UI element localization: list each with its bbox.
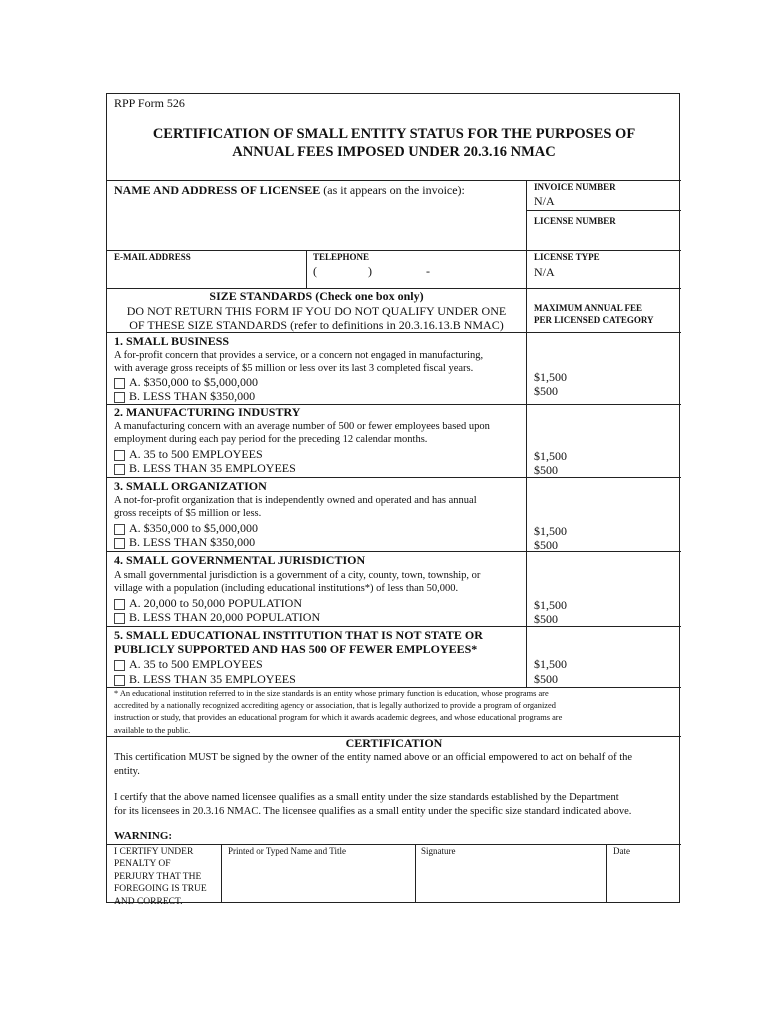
- option-label: A. 35 to 500 EMPLOYEES: [129, 657, 263, 671]
- option-governmental-jurisdiction-b[interactable]: [114, 610, 320, 624]
- desc-line: A manufacturing concern with an average number of 500 or fewer employees based upon: [114, 421, 490, 432]
- category-desc-governmental-jurisdiction: [114, 569, 480, 595]
- fee-a: $1,500: [534, 598, 567, 612]
- option-label: A. $350,000 to $5,000,000: [129, 375, 258, 389]
- option-small-business-b[interactable]: [114, 389, 255, 403]
- invoice-number-label: INVOICE NUMBER: [534, 182, 616, 192]
- fee-small-business: [534, 370, 567, 398]
- signature-field[interactable]: [419, 860, 602, 900]
- certification-statement: [114, 791, 631, 819]
- perjury-statement: [114, 846, 207, 908]
- instruction-line: entity.: [114, 766, 140, 777]
- footnote-line: available to the public.: [114, 725, 191, 735]
- max-fee-header: [534, 302, 654, 326]
- category-desc-manufacturing: [114, 420, 490, 446]
- invoice-number-field[interactable]: N/A: [534, 194, 555, 208]
- checkbox[interactable]: [114, 538, 125, 549]
- form-title-line-2: ANNUAL FEES IMPOSED UNDER 20.3.16 NMAC: [232, 144, 556, 160]
- checkbox[interactable]: [114, 450, 125, 461]
- divider: [221, 844, 222, 903]
- perjury-line: I CERTIFY UNDER: [114, 847, 194, 857]
- category-title-small-organization: 3. SMALL ORGANIZATION: [114, 479, 267, 493]
- fee-a: $1,500: [534, 657, 567, 671]
- checkbox[interactable]: [114, 392, 125, 403]
- footnote-line: instruction or study, that provides an educational program for which it awards academic degrees, and whose educational programs are: [114, 713, 563, 723]
- form-title-line-1: CERTIFICATION OF SMALL ENTITY STATUS FOR THE PURPOSES OF: [152, 126, 636, 142]
- printed-name-field[interactable]: [225, 860, 411, 900]
- perjury-line: PERJURY THAT THE: [114, 871, 202, 882]
- divider: [107, 477, 681, 478]
- license-type-field[interactable]: N/A: [534, 265, 555, 279]
- divider: [606, 844, 607, 903]
- option-label: B. LESS THAN $350,000: [129, 535, 256, 549]
- fee-a: $1,500: [534, 449, 567, 463]
- option-small-business-a[interactable]: [114, 375, 258, 389]
- desc-line: employment during each pay period for the preceding 12 calendar months.: [114, 434, 428, 445]
- divider: [306, 250, 307, 288]
- fee-b: $500: [534, 612, 558, 626]
- desc-line: A for-profit concern that provides a service, or a concern not engaged in manufacturing,: [114, 350, 484, 361]
- option-label: A. $350,000 to $5,000,000: [129, 521, 258, 535]
- telephone-paren-close: ): [368, 264, 372, 278]
- divider: [107, 551, 681, 552]
- checkbox[interactable]: [114, 675, 125, 686]
- footnote-line: accredited by a nationally recognized accrediting agency or association, that is legally authorized to provide a program of organized: [114, 701, 556, 711]
- option-label: B. LESS THAN 35 EMPLOYEES: [129, 672, 296, 686]
- desc-line: A not-for-profit organization that is independently owned and operated and has annual: [114, 495, 477, 506]
- checkbox[interactable]: [114, 524, 125, 535]
- option-small-organization-a[interactable]: [114, 521, 258, 535]
- fee-small-organization: [534, 524, 567, 552]
- divider: [526, 180, 527, 288]
- title-line: PUBLICLY SUPPORTED AND HAS 500 OF FEWER EMPLOYEES*: [114, 642, 478, 656]
- email-label: E-MAIL ADDRESS: [114, 252, 191, 262]
- option-manufacturing-b[interactable]: [114, 461, 296, 475]
- divider: [415, 844, 416, 903]
- category-desc-small-business: [114, 349, 483, 375]
- license-number-label: LICENSE NUMBER: [534, 216, 616, 226]
- warning-label: WARNING:: [114, 830, 173, 842]
- perjury-line: PENALTY OF: [114, 859, 171, 870]
- form-title: [107, 125, 681, 161]
- desc-line: A small governmental jurisdiction is a government of a city, county, town, township, or: [114, 570, 481, 581]
- fee-b: $500: [534, 672, 558, 686]
- statement-line: I certify that the above named licensee qualifies as a small entity under the size standards established by the Department: [114, 792, 619, 803]
- fee-educational-institution: [534, 657, 567, 687]
- divider: [107, 180, 681, 181]
- max-fee-header-line-1: MAXIMUM ANNUAL FEE: [534, 303, 642, 313]
- fee-b: $500: [534, 384, 558, 398]
- license-number-field[interactable]: [534, 228, 674, 248]
- option-educational-institution-b[interactable]: [114, 672, 296, 686]
- licensee-name-label: [114, 183, 465, 198]
- size-standards-header: [107, 289, 526, 333]
- divider: [526, 210, 681, 211]
- option-educational-institution-a[interactable]: [114, 657, 263, 671]
- desc-line: village with a population (including educational institutions*) of less than 50,000.: [114, 583, 459, 594]
- title-line: 5. SMALL EDUCATIONAL INSTITUTION THAT IS NOT STATE OR: [114, 628, 483, 642]
- email-field[interactable]: [114, 266, 304, 284]
- option-label: A. 20,000 to 50,000 POPULATION: [129, 596, 303, 610]
- fee-a: $1,500: [534, 370, 567, 384]
- checkbox[interactable]: [114, 378, 125, 389]
- perjury-line: FOREGOING IS TRUE: [114, 884, 207, 895]
- telephone-dash: -: [426, 264, 430, 278]
- divider: [107, 332, 681, 333]
- category-title-governmental-jurisdiction: 4. SMALL GOVERNMENTAL JURISDICTION: [114, 553, 366, 567]
- option-label: B. LESS THAN $350,000: [129, 389, 256, 403]
- fee-governmental-jurisdiction: [534, 598, 567, 626]
- desc-line: gross receipts of $5 million or less.: [114, 508, 262, 519]
- date-field[interactable]: [610, 860, 676, 900]
- checkbox[interactable]: [114, 599, 125, 610]
- instruction-line: This certification MUST be signed by the owner of the entity named above or an official empowered to act on behalf of the: [114, 752, 633, 763]
- size-standards-note-line-2: OF THESE SIZE STANDARDS (refer to definitions in 20.3.16.13.B NMAC): [129, 318, 504, 332]
- category-title-small-business: 1. SMALL BUSINESS: [114, 334, 230, 348]
- size-standards-note-line-1: DO NOT RETURN THIS FORM IF YOU DO NOT QUALIFY UNDER ONE: [126, 303, 507, 318]
- option-manufacturing-a[interactable]: [114, 447, 263, 461]
- size-standards-heading: SIZE STANDARDS (Check one box only): [209, 289, 424, 303]
- option-label: B. LESS THAN 20,000 POPULATION: [129, 610, 321, 624]
- option-label: B. LESS THAN 35 EMPLOYEES: [129, 461, 296, 475]
- telephone-paren-open: (: [313, 264, 317, 278]
- category-title-educational-institution: [114, 628, 483, 656]
- licensee-name-address-field[interactable]: [114, 200, 519, 248]
- checkbox[interactable]: [114, 464, 125, 475]
- category-desc-small-organization: [114, 494, 477, 520]
- checkbox[interactable]: [114, 660, 125, 671]
- checkbox[interactable]: [114, 613, 125, 624]
- fee-b: $500: [534, 538, 558, 552]
- desc-line: with average gross receipts of $5 million or less over its last 3 completed fiscal years.: [114, 363, 474, 374]
- signature-label: Signature: [421, 846, 456, 856]
- certification-form: [106, 93, 680, 907]
- license-type-label: LICENSE TYPE: [534, 252, 600, 262]
- telephone-field[interactable]: [313, 264, 518, 282]
- fee-manufacturing: [534, 449, 567, 477]
- licensee-name-label-bold: NAME AND ADDRESS OF LICENSEE: [114, 183, 321, 197]
- max-fee-header-line-2: PER LICENSED CATEGORY: [534, 315, 654, 325]
- certification-heading: CERTIFICATION: [345, 736, 443, 750]
- statement-line: for its licensees in 20.3.16 NMAC. The licensee qualifies as a small entity under the specific size standard indicated above.: [114, 806, 632, 817]
- option-label: A. 35 to 500 EMPLOYEES: [129, 447, 263, 461]
- divider: [107, 626, 681, 627]
- printed-name-label: Printed or Typed Name and Title: [228, 846, 346, 856]
- fee-a: $1,500: [534, 524, 567, 538]
- footnote-line: * An educational institution referred to in the size standards is an entity whose primary function is education, whose programs are: [114, 689, 549, 698]
- fee-b: $500: [534, 463, 558, 477]
- perjury-line: AND CORRECT.: [114, 896, 183, 907]
- licensee-name-label-note: (as it appears on the invoice):: [320, 183, 465, 197]
- date-label: Date: [613, 846, 630, 856]
- category-title-manufacturing: 2. MANUFACTURING INDUSTRY: [114, 405, 301, 419]
- fee-column-divider: [526, 288, 527, 687]
- certification-instructions: [114, 751, 632, 779]
- divider: [107, 250, 681, 251]
- telephone-label: TELEPHONE: [313, 252, 370, 262]
- option-governmental-jurisdiction-a[interactable]: [114, 596, 302, 610]
- option-small-organization-b[interactable]: [114, 535, 255, 549]
- form-number: RPP Form 526: [114, 96, 185, 110]
- divider: [107, 844, 681, 845]
- educational-institution-footnote: [114, 688, 562, 737]
